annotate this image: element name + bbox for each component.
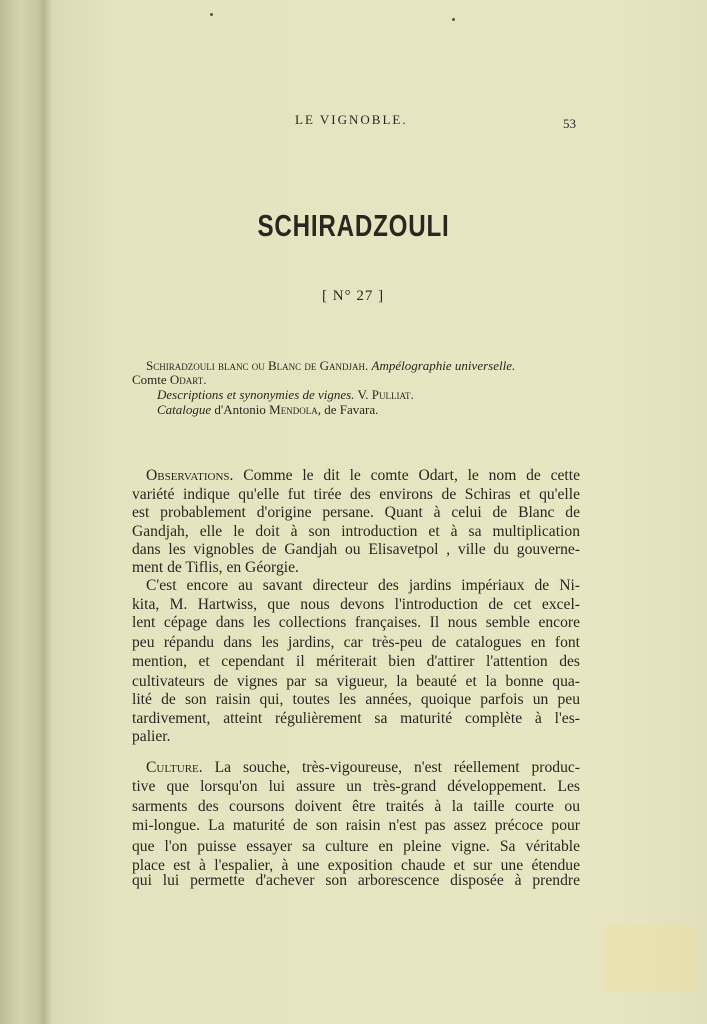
text-line [132, 777, 580, 796]
text-line [132, 595, 580, 614]
line-text: dans les vignobles de Gandjah ou Elisavetpol , ville du gouverne- [132, 541, 580, 558]
section-label: Culture. [146, 759, 203, 776]
text-line [132, 613, 580, 632]
page-number: 53 [563, 116, 576, 131]
text-line [132, 633, 580, 652]
text-line [132, 758, 580, 777]
line-text: que l'on puisse essayer sa culture en pleine vigne. Sa véritable [132, 838, 580, 855]
text-line [132, 709, 580, 728]
line-text: variété indique qu'elle fut tirée des environs de Schiras et qu'elle [132, 486, 580, 503]
line-text: ment de Tiflis, en Géorgie. [132, 559, 299, 576]
text-line [132, 690, 580, 709]
text-line [132, 837, 580, 856]
text-line [132, 503, 580, 522]
text-line [132, 576, 580, 595]
text-line [132, 485, 580, 504]
line-text: qui lui permette d'achever son arborescence disposée à prendre [132, 872, 580, 889]
line-text: est probablement d'origine persane. Quant à celui de Blanc de [132, 504, 580, 521]
line-text: lent cépage dans les collections françaises. Il nous semble encore [132, 614, 580, 631]
line-text: tive que lorsqu'on lui assure un très-grand développement. Les [132, 778, 580, 795]
line-text: palier. [132, 728, 171, 745]
text-line [132, 558, 580, 577]
reference-line: Comte Odart. [132, 372, 207, 387]
line-text: Gandjah, elle le doit à son introduction et à sa multiplication [132, 523, 580, 540]
line-text: place est à l'espalier, à une exposition chaude et sur une étendue [132, 857, 580, 874]
reference-line: Catalogue d'Antonio Mendola, de Favara. [157, 402, 379, 417]
print-speck [210, 13, 213, 16]
text-line [132, 797, 580, 816]
page-title: SCHIRADZOULI [257, 208, 450, 243]
line-text: sarments des coursons doivent être traités à la taille courte ou [132, 798, 580, 815]
line-text: Comme le dit le comte Odart, le nom de cette [243, 467, 580, 484]
text-line [132, 871, 580, 890]
line-text: C'est encore au savant directeur des jardins impériaux de Ni- [146, 577, 580, 594]
text-line [132, 816, 580, 835]
line-text: La souche, très-vigoureuse, n'est réellement produc- [214, 759, 580, 776]
text-line [132, 466, 580, 485]
text-line [132, 672, 580, 691]
entry-number: [ N° 27 ] [322, 288, 385, 304]
library-stamp [603, 926, 695, 992]
reference-line: Schiradzouli blanc ou Blanc de Gandjah. Ampélographie universelle. [146, 358, 516, 373]
line-text: peu répandu dans les jardins, car très-peu de catalogues en font [132, 634, 580, 651]
text-line [132, 727, 580, 746]
running-title: LE VIGNOBLE. [295, 112, 408, 127]
text-line [132, 522, 580, 541]
line-text: mi-longue. La maturité de son raisin n'est pas assez précoce pour [132, 817, 580, 834]
text-line [132, 652, 580, 671]
line-text: cultivateurs de vignes par sa vigueur, la beauté et la bonne qua- [132, 673, 580, 690]
print-speck [452, 18, 455, 21]
section-label: Observations. [146, 467, 234, 484]
line-text: tardivement, atteint régulièrement sa maturité complète à l'es- [132, 710, 580, 727]
line-text: kita, M. Hartwiss, que nous devons l'introduction de cet excel- [132, 596, 580, 613]
text-line [132, 540, 580, 559]
line-text: mention, et cependant il mériterait bien d'attirer l'attention des [132, 653, 580, 670]
reference-line: Descriptions et synonymies de vignes. V. Pulliat. [157, 387, 414, 402]
line-text: lité de son raisin qui, toutes les années, quoique parfois un peu [132, 691, 580, 708]
